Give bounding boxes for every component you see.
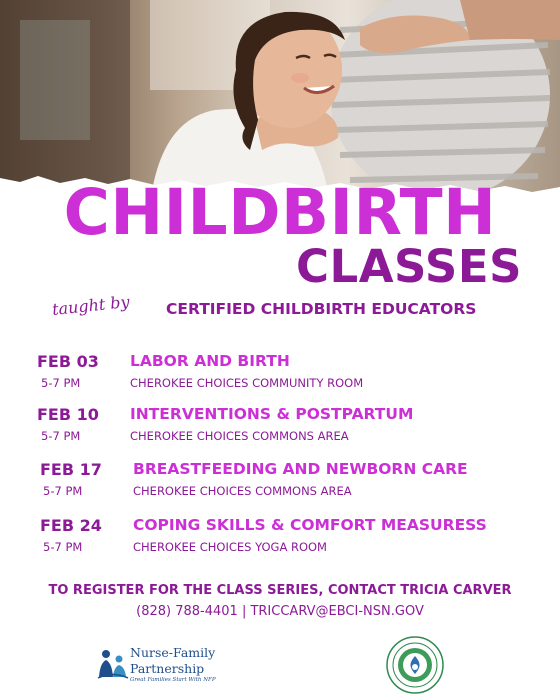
session-date: FEB 10	[37, 405, 99, 424]
nfp-figures-icon	[96, 647, 130, 681]
session-time: 5-7 PM	[41, 429, 81, 443]
register-instructions: TO REGISTER FOR THE CLASS SERIES, CONTACT TRICIA CARVER	[48, 583, 512, 598]
taught-by-script: taught by	[51, 291, 131, 320]
health-department-seal-icon	[386, 636, 444, 694]
session-location: CHEROKEE CHOICES YOGA ROOM	[133, 540, 327, 554]
session-row	[0, 352, 560, 402]
session-date: FEB 03	[37, 352, 99, 371]
session-row	[0, 516, 560, 566]
title-classes: CLASSES	[296, 240, 522, 293]
title-childbirth: CHILDBIRTH	[63, 176, 497, 249]
session-date: FEB 24	[40, 516, 102, 535]
nfp-tagline: Great Families Start With NFP	[130, 677, 216, 683]
session-time: 5-7 PM	[43, 484, 83, 498]
session-location: CHEROKEE CHOICES COMMUNITY ROOM	[130, 376, 364, 390]
session-location: CHEROKEE CHOICES COMMONS AREA	[130, 429, 349, 443]
nfp-name-line1: Nurse-Family	[130, 645, 216, 660]
subtitle-educators: CERTIFIED CHILDBIRTH EDUCATORS	[166, 300, 477, 318]
hero-photo-illustration	[0, 0, 560, 205]
nurse-family-partnership-logo	[96, 643, 246, 689]
session-time: 5-7 PM	[43, 540, 83, 554]
session-name: LABOR AND BIRTH	[130, 352, 290, 370]
nfp-name-line2: Partnership	[130, 661, 205, 676]
session-name: INTERVENTIONS & POSTPARTUM	[130, 405, 414, 423]
session-name: BREASTFEEDING AND NEWBORN CARE	[133, 460, 468, 478]
session-row	[0, 460, 560, 510]
session-location: CHEROKEE CHOICES COMMONS AREA	[133, 484, 352, 498]
session-time: 5-7 PM	[41, 376, 81, 390]
session-row	[0, 405, 560, 455]
session-date: FEB 17	[40, 460, 102, 479]
contact-info: (828) 788-4401 | TRICCARV@EBCI-NSN.GOV	[136, 604, 424, 619]
session-name: COPING SKILLS & COMFORT MEASURESS	[133, 516, 487, 534]
hero-photo	[0, 0, 560, 205]
